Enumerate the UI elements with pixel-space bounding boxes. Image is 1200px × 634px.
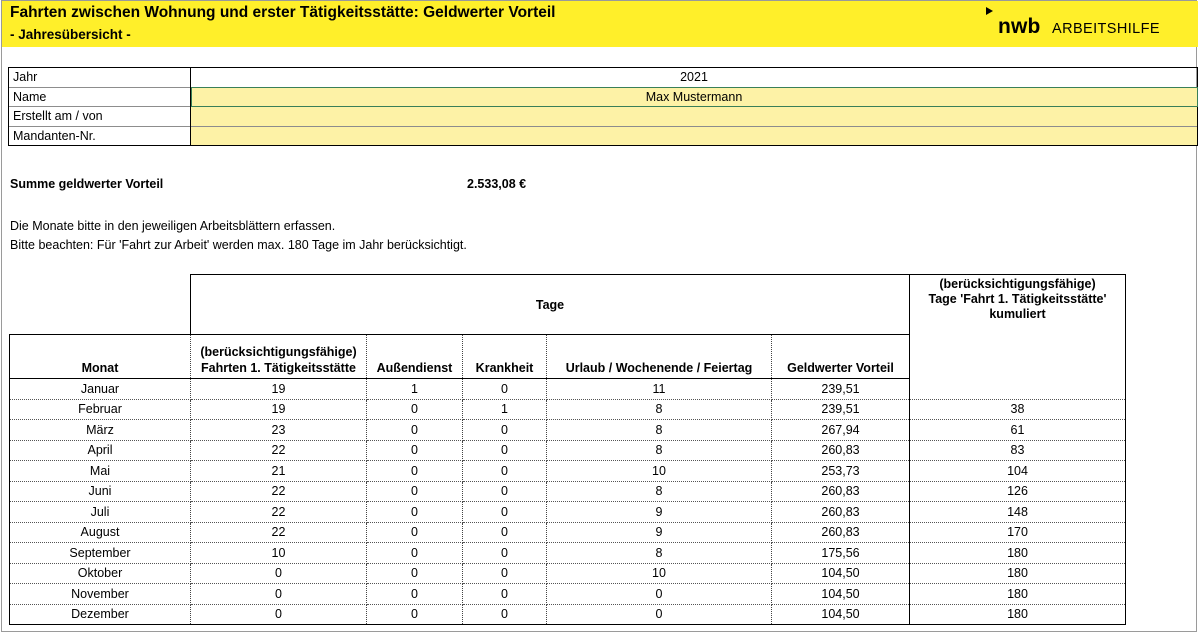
cumulative-cell[interactable]: 170	[910, 522, 1126, 543]
vacation-cell[interactable]: 8	[547, 420, 772, 441]
table-row	[10, 604, 1126, 625]
month-cell[interactable]: April	[10, 440, 191, 461]
sick-cell[interactable]: 0	[463, 440, 547, 461]
trips-cell[interactable]: 19	[191, 379, 367, 400]
tage-header: Tage	[191, 275, 910, 335]
client-row	[9, 126, 1198, 146]
table-row	[10, 461, 1126, 482]
table-row	[10, 440, 1126, 461]
table-row	[10, 420, 1126, 441]
monthly-table	[9, 274, 1126, 625]
table-row	[10, 399, 1126, 420]
instruction-note: Die Monate bitte in den jeweiligen Arbeitsblättern erfassen.	[10, 219, 336, 233]
cumulative-cell[interactable]: 180	[910, 543, 1126, 564]
month-cell[interactable]: Juli	[10, 502, 191, 523]
limit-note: Bitte beachten: Für 'Fahrt zur Arbeit' werden max. 180 Tage im Jahr berücksichtigt.	[10, 238, 467, 252]
created-cell[interactable]	[191, 107, 1198, 127]
month-cell[interactable]: Mai	[10, 461, 191, 482]
field-cell[interactable]: 0	[367, 563, 463, 584]
field-cell[interactable]: 0	[367, 420, 463, 441]
benefit-cell[interactable]: 239,51	[772, 399, 910, 420]
year-label: Jahr	[9, 68, 191, 88]
group-header-row	[10, 275, 1126, 335]
sick-column-header: Krankheit	[463, 335, 547, 379]
client-cell[interactable]	[191, 126, 1198, 146]
vacation-cell[interactable]: 8	[547, 399, 772, 420]
month-cell[interactable]: Februar	[10, 399, 191, 420]
sick-cell[interactable]: 0	[463, 604, 547, 625]
vacation-cell[interactable]: 0	[547, 604, 772, 625]
sick-cell[interactable]: 1	[463, 399, 547, 420]
trips-cell[interactable]: 23	[191, 420, 367, 441]
cumulative-cell[interactable]: 148	[910, 502, 1126, 523]
vacation-column-header: Urlaub / Wochenende / Feiertag	[547, 335, 772, 379]
sick-cell[interactable]: 0	[463, 584, 547, 605]
field-cell[interactable]: 0	[367, 461, 463, 482]
vacation-cell[interactable]: 11	[547, 379, 772, 400]
created-label: Erstellt am / von	[9, 107, 191, 127]
field-cell[interactable]: 0	[367, 543, 463, 564]
cumulative-cell[interactable]: 83	[910, 440, 1126, 461]
cumulative-header-line1: (berücksichtigungsfähige)	[939, 277, 1096, 291]
trips-header-line2: Fahrten 1. Tätigkeitsstätte	[201, 361, 356, 375]
summary-value: 2.533,08 €	[467, 177, 527, 191]
vacation-cell[interactable]: 9	[547, 502, 772, 523]
cumulative-cell[interactable]	[910, 379, 1126, 400]
cumulative-header	[910, 275, 1126, 379]
summary-label: Summe geldwerter Vorteil	[10, 177, 164, 191]
benefit-cell[interactable]: 104,50	[772, 584, 910, 605]
table-row	[10, 584, 1126, 605]
trips-cell[interactable]: 10	[191, 543, 367, 564]
vacation-cell[interactable]: 8	[547, 440, 772, 461]
table-row	[10, 481, 1126, 502]
cumulative-cell[interactable]: 126	[910, 481, 1126, 502]
logo-brand: nwb	[998, 15, 1041, 38]
table-row	[10, 563, 1126, 584]
sick-cell[interactable]: 0	[463, 563, 547, 584]
benefit-cell[interactable]: 104,50	[772, 563, 910, 584]
sick-cell[interactable]: 0	[463, 420, 547, 441]
field-cell[interactable]: 0	[367, 399, 463, 420]
benefit-cell[interactable]: 260,83	[772, 481, 910, 502]
cumulative-cell[interactable]: 61	[910, 420, 1126, 441]
vacation-cell[interactable]: 10	[547, 461, 772, 482]
title-banner	[2, 1, 1198, 47]
sick-cell[interactable]: 0	[463, 502, 547, 523]
benefit-cell[interactable]: 175,56	[772, 543, 910, 564]
benefit-cell[interactable]: 260,83	[772, 502, 910, 523]
benefit-cell[interactable]: 253,73	[772, 461, 910, 482]
trips-cell[interactable]: 22	[191, 502, 367, 523]
year-cell[interactable]: 2021	[191, 68, 1198, 88]
month-cell[interactable]: Oktober	[10, 563, 191, 584]
month-column-header: Monat	[10, 335, 191, 379]
trips-cell[interactable]: 19	[191, 399, 367, 420]
trips-cell[interactable]: 22	[191, 522, 367, 543]
vacation-cell[interactable]: 10	[547, 563, 772, 584]
vacation-cell[interactable]: 9	[547, 522, 772, 543]
cumulative-cell[interactable]: 180	[910, 584, 1126, 605]
name-label: Name	[9, 87, 191, 107]
vacation-cell[interactable]: 0	[547, 584, 772, 605]
cumulative-header-line2: Tage 'Fahrt 1. Tätigkeitsstätte'	[928, 292, 1107, 306]
cumulative-cell[interactable]: 180	[910, 563, 1126, 584]
page-subtitle: - Jahresübersicht -	[10, 27, 131, 42]
benefit-cell[interactable]: 267,94	[772, 420, 910, 441]
field-cell[interactable]: 0	[367, 522, 463, 543]
table-row	[10, 522, 1126, 543]
month-cell[interactable]: November	[10, 584, 191, 605]
month-cell[interactable]: März	[10, 420, 191, 441]
page-title: Fahrten zwischen Wohnung und erster Tätigkeitsstätte: Geldwerter Vorteil	[10, 4, 556, 21]
field-cell[interactable]: 0	[367, 502, 463, 523]
benefit-cell[interactable]: 239,51	[772, 379, 910, 400]
field-column-header: Außendienst	[367, 335, 463, 379]
sick-cell[interactable]: 0	[463, 481, 547, 502]
field-cell[interactable]: 0	[367, 481, 463, 502]
month-cell[interactable]: August	[10, 522, 191, 543]
trips-cell[interactable]: 0	[191, 604, 367, 625]
trips-cell[interactable]: 0	[191, 563, 367, 584]
month-cell[interactable]: Dezember	[10, 604, 191, 625]
field-cell[interactable]: 0	[367, 584, 463, 605]
client-label: Mandanten-Nr.	[9, 126, 191, 146]
trips-cell[interactable]: 0	[191, 584, 367, 605]
trips-column-header	[191, 335, 367, 379]
field-cell[interactable]: 1	[367, 379, 463, 400]
cumulative-cell[interactable]: 38	[910, 399, 1126, 420]
name-row	[9, 87, 1198, 107]
vacation-cell[interactable]: 8	[547, 481, 772, 502]
meta-table	[8, 67, 1198, 146]
benefit-cell[interactable]: 104,50	[772, 604, 910, 625]
month-cell[interactable]: Januar	[10, 379, 191, 400]
field-cell[interactable]: 0	[367, 604, 463, 625]
benefit-column-header: Geldwerter Vorteil	[772, 335, 910, 379]
field-cell[interactable]: 0	[367, 440, 463, 461]
month-cell[interactable]: September	[10, 543, 191, 564]
trips-header-line1: (berücksichtigungsfähige)	[200, 345, 357, 359]
table-row	[10, 379, 1126, 400]
trips-cell[interactable]: 22	[191, 440, 367, 461]
month-cell[interactable]: Juni	[10, 481, 191, 502]
sick-cell[interactable]: 0	[463, 522, 547, 543]
logo-arrow-icon	[986, 7, 993, 15]
benefit-cell[interactable]: 260,83	[772, 522, 910, 543]
sick-cell[interactable]: 0	[463, 543, 547, 564]
table-row	[10, 502, 1126, 523]
trips-cell[interactable]: 22	[191, 481, 367, 502]
sick-cell[interactable]: 0	[463, 379, 547, 400]
logo-text: ARBEITSHILFE	[1052, 21, 1160, 37]
cumulative-cell[interactable]: 104	[910, 461, 1126, 482]
table-row	[10, 543, 1126, 564]
cumulative-cell[interactable]: 180	[910, 604, 1126, 625]
year-row	[9, 68, 1198, 88]
created-row	[9, 107, 1198, 127]
cumulative-header-line3: kumuliert	[989, 307, 1046, 321]
name-cell[interactable]: Max Mustermann	[191, 87, 1198, 107]
vacation-cell[interactable]: 8	[547, 543, 772, 564]
trips-cell[interactable]: 21	[191, 461, 367, 482]
sick-cell[interactable]: 0	[463, 461, 547, 482]
benefit-cell[interactable]: 260,83	[772, 440, 910, 461]
